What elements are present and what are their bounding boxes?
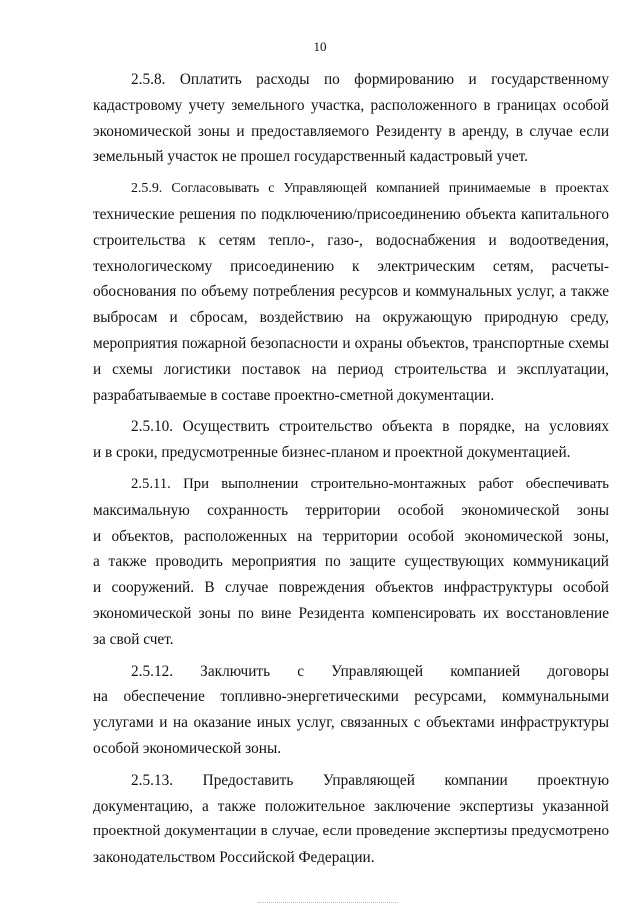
text-line: мероприятия пожарной безопасности и охраны объектов, транспортные схемы [93,334,609,352]
text-line: 2.5.12. Заключить с Управляющей компанией договоры [131,662,609,680]
clause-2-5-11 [93,472,609,653]
text-line: 2.5.11. При выполнении строительно-монтажных работ обеспечивать [131,475,609,492]
text-line: проектной документации в случае, если проведение экспертизы предусмотрено [93,823,609,840]
text-line: технологическому присоединению к электрическим сетям, расчеты- [93,257,609,275]
clause-2-5-10 [93,414,609,466]
text-line: 2.5.9. Согласовывать с Управляющей компанией принимаемые в проектах [131,181,609,197]
text-line: максимальную сохранность территории особой экономической зоны [93,501,609,519]
page-number: 10 [313,39,327,54]
text-line: документацию, а также положительное заключение экспертизы указанной [93,797,609,815]
text-line: 2.5.13. Предоставить Управляющей компании проектную [131,771,609,789]
text-line: и сооружений. В случае повреждения объектов инфраструктуры особой [93,579,609,597]
document-body [93,67,609,871]
text-line: законодательством Российской Федерации. [93,849,375,867]
clause-2-5-12 [93,659,609,762]
text-line: особой экономической зоны. [93,739,282,757]
clause-2-5-9 [93,176,609,408]
text-line: а также проводить мероприятия по защите существующих коммуникаций [93,553,609,571]
text-line: и объектов, расположенных на территории особой экономической зоны, [93,527,609,545]
text-line: обоснования по объему потребления ресурсов и коммунальных услуг, а также [93,283,609,301]
text-line: на обеспечение топливно-энергетическими ресурсами, коммунальными [93,688,609,706]
text-line: выбросам и сбросам, воздействию на окружающую природную среду, [93,309,609,327]
text-line: и в сроки, предусмотренные бизнес-планом и проектной документацией. [93,444,571,462]
scan-edge-mark [258,902,398,903]
text-line: технические решения по подключению/присоединению объекта капитального [93,205,609,223]
text-line: разрабатываемые в составе проектно-сметной документации. [93,386,495,404]
text-line: кадастровому учету земельного участка, расположенного в границах особой [93,96,609,114]
text-line: за свой счет. [93,630,174,648]
clause-2-5-8 [93,67,609,170]
text-line: услугами и на оказание иных услуг, связанных с объектами инфраструктуры [93,714,609,732]
text-line: экономической зоны по вине Резидента компенсировать их восстановление [93,604,609,622]
text-line: экономической зоны и предоставляемого Резиденту в аренду, в случае если [93,122,609,140]
text-line: и схемы логистики поставок на период строительства и эксплуатации, [93,360,609,378]
text-line: 2.5.8. Оплатить расходы по формированию и государственному [131,71,609,88]
text-line: 2.5.10. Осуществить строительство объекта в порядке, на условиях [131,418,609,436]
clause-2-5-13 [93,768,609,871]
text-line: строительства к сетям тепло-, газо-, водоснабжения и водоотведения, [93,231,609,249]
text-line: земельный участок не прошел государственный кадастровый учет. [93,148,528,166]
